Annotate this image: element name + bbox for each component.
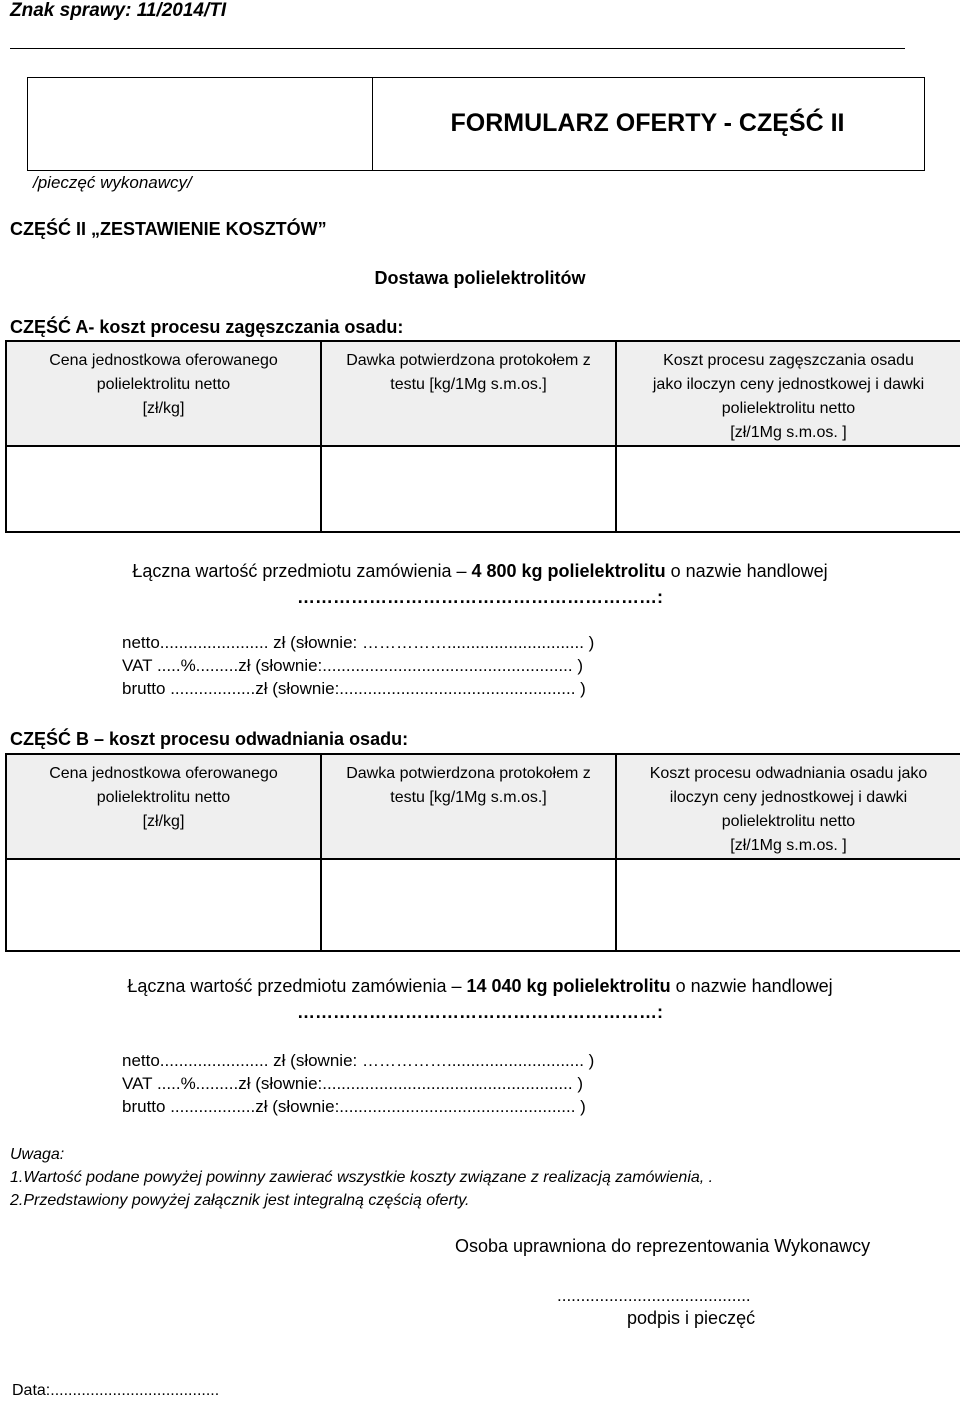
- header-line: Koszt procesu zagęszczania osadu: [663, 352, 914, 369]
- form-title: FORMULARZ OFERTY - CZĘŚĆ II: [450, 109, 845, 137]
- signature-field[interactable]: .........................................: [557, 1286, 751, 1305]
- trade-name-field[interactable]: ……………………………………………………:: [297, 587, 663, 607]
- header-line: [zł/kg]: [142, 400, 185, 417]
- total-suffix: o nazwie handlowej: [670, 976, 833, 996]
- col-dose: [321, 754, 616, 859]
- col-unit-price: [6, 754, 321, 859]
- header-line: testu [kg/1Mg s.m.os.]: [390, 376, 547, 393]
- col-process-cost: [616, 341, 960, 446]
- entry-process-cost[interactable]: [616, 446, 960, 532]
- date-field[interactable]: Data:......................................: [12, 1382, 220, 1399]
- entry-dose[interactable]: [321, 446, 616, 532]
- subject-heading: Dostawa polielektrolitów: [374, 268, 586, 288]
- total-prefix: Łączna wartość przedmiotu zamówienia –: [132, 561, 472, 581]
- header-line: Cena jednostkowa oferowanego: [49, 765, 278, 782]
- table-entry-row: [6, 859, 960, 951]
- section-a-heading: CZĘŚĆ A- koszt procesu zagęszczania osadu:: [10, 317, 404, 337]
- table-header-row: [6, 341, 960, 446]
- table-entry-row: [6, 446, 960, 532]
- section-b-heading: CZĘŚĆ B – koszt procesu odwadniania osadu:: [10, 729, 409, 749]
- stamp-box: [27, 77, 373, 171]
- header-line: [zł/1Mg s.m.os. ]: [730, 424, 847, 441]
- header-line: Koszt procesu odwadniania osadu jako: [649, 765, 928, 782]
- section-b-total-line: [0, 976, 960, 997]
- header-line: polielektrolitu netto: [721, 400, 856, 417]
- section-a-table: [5, 340, 960, 533]
- authorized-person-label: Osoba uprawniona do reprezentowania Wykonawcy: [455, 1236, 871, 1256]
- header-line: polielektrolitu netto: [96, 789, 231, 806]
- header-line: polielektrolitu netto: [96, 376, 231, 393]
- header-line: [zł/1Mg s.m.os. ]: [730, 837, 847, 854]
- entry-dose[interactable]: [321, 859, 616, 951]
- stamp-label: /pieczęć wykonawcy/: [33, 173, 192, 192]
- signature-label: podpis i pieczęć: [627, 1308, 756, 1328]
- vat-line: VAT .....%.........zł (słownie:..................................................... ): [122, 1074, 583, 1093]
- note-item: 2.Przedstawiony powyżej załącznik jest integralną częścią oferty.: [10, 1192, 470, 1209]
- table-header-row: [6, 754, 960, 859]
- netto-line: netto....................... zł (słownie: ……………............................. ): [122, 633, 595, 652]
- vat-line: VAT .....%.........zł (słownie:..................................................... ): [122, 656, 583, 675]
- entry-unit-price[interactable]: [6, 446, 321, 532]
- notes-label: Uwaga:: [10, 1146, 65, 1163]
- col-process-cost: [616, 754, 960, 859]
- section-a-total-line: [0, 561, 960, 582]
- total-quantity: 14 040 kg polielektrolitu: [466, 976, 671, 996]
- entry-unit-price[interactable]: [6, 859, 321, 951]
- col-unit-price: [6, 341, 321, 446]
- brutto-line: brutto ..................zł (słownie:.................................................. ): [122, 679, 586, 698]
- header-line: [zł/kg]: [142, 813, 185, 830]
- total-prefix: Łączna wartość przedmiotu zamówienia –: [127, 976, 467, 996]
- notes: [10, 1143, 713, 1212]
- brutto-line: brutto ..................zł (słownie:.................................................. ): [122, 1097, 586, 1116]
- total-suffix: o nazwie handlowej: [665, 561, 828, 581]
- entry-process-cost[interactable]: [616, 859, 960, 951]
- header-line: iloczyn ceny jednostkowej i dawki: [669, 789, 908, 806]
- header-line: Cena jednostkowa oferowanego: [49, 352, 278, 369]
- note-item: 1.Wartość podane powyżej powinny zawierać wszystkie koszty związane z realizacją zamówienia, .: [10, 1169, 714, 1186]
- trade-name-field[interactable]: ……………………………………………………:: [297, 1002, 663, 1022]
- netto-line: netto....................... zł (słownie: ……………............................. ): [122, 1051, 595, 1070]
- section-b-table: [5, 753, 960, 952]
- header-line: Dawka potwierdzona protokołem z: [346, 765, 591, 782]
- total-quantity: 4 800 kg polielektrolitu: [471, 561, 666, 581]
- header-line: jako iloczyn ceny jednostkowej i dawki: [652, 376, 925, 393]
- col-dose: [321, 341, 616, 446]
- header-line: testu [kg/1Mg s.m.os.]: [390, 789, 547, 806]
- header-line: polielektrolitu netto: [721, 813, 856, 830]
- part-title: CZĘŚĆ II „ZESTAWIENIE KOSZTÓW”: [10, 219, 327, 239]
- header-line: Dawka potwierdzona protokołem z: [346, 352, 591, 369]
- header-rule: [10, 48, 905, 49]
- case-number: Znak sprawy: 11/2014/TI: [10, 0, 227, 21]
